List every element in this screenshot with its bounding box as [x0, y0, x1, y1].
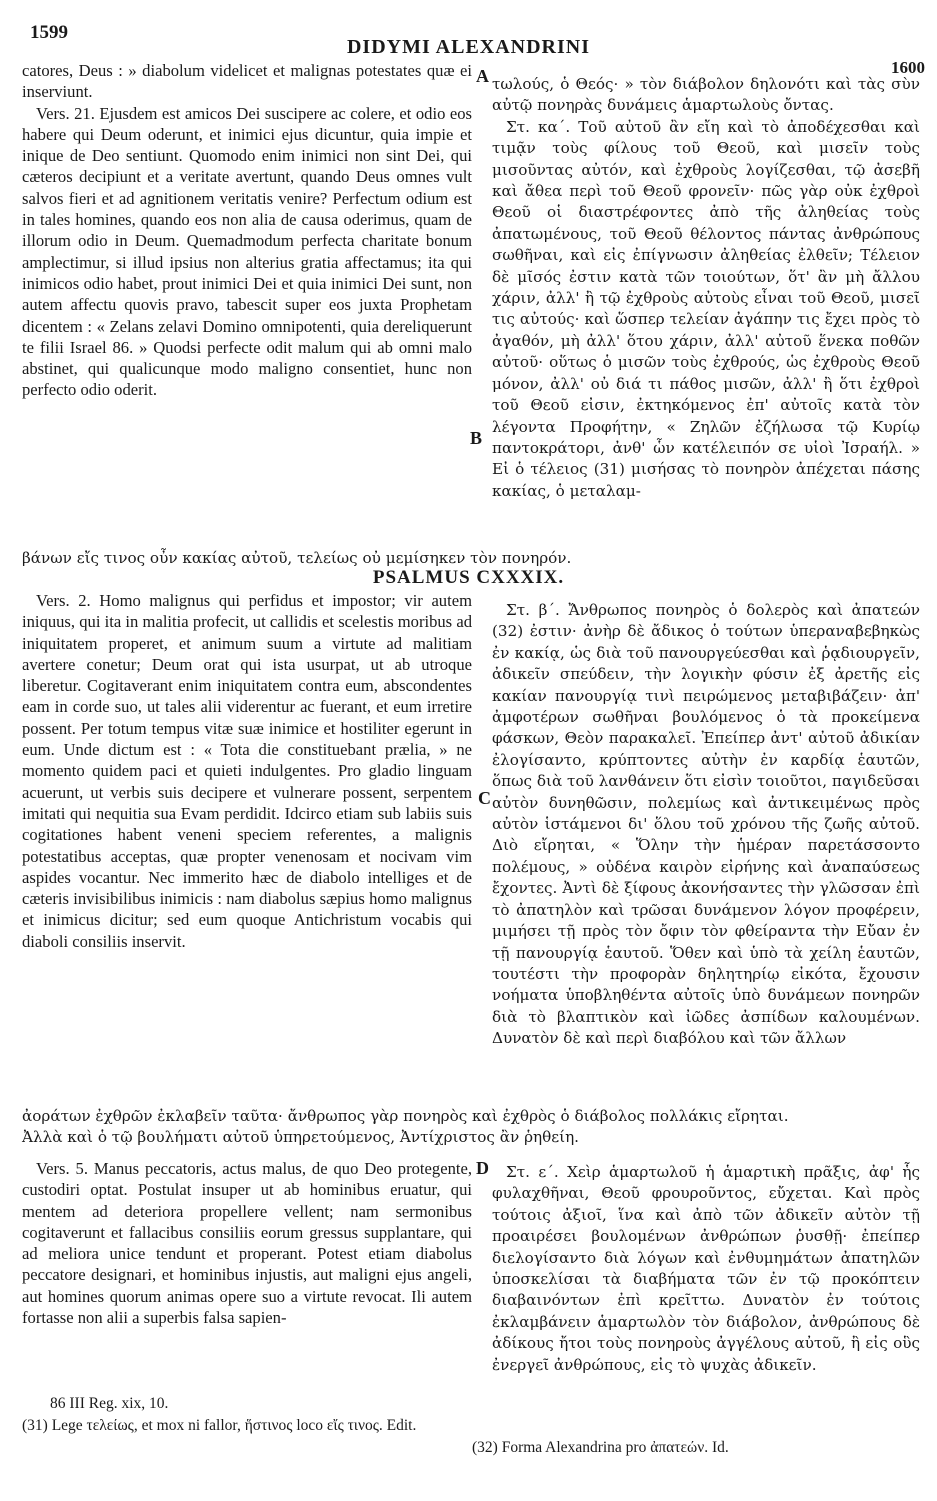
- latin-column-a: [22, 60, 472, 530]
- greek-paragraph: τωλούς, ὁ Θεός· » τὸν διάβολον δηλονότι καὶ τὰς σὺν αὐτῷ πονηρὰς δυνάμεις ἁμαρτωλοὺς ὄντας.: [492, 75, 920, 115]
- page-number-right: 1600: [891, 58, 925, 77]
- greek-column-c: [492, 1162, 920, 1398]
- greek-column-a: [492, 74, 920, 548]
- footnote-86: 86 III Reg. xix, 10.: [50, 1395, 169, 1412]
- greek-paragraph: Στ. β΄. Ἄνθρωπος πονηρὸς ὁ δολερὸς καὶ ἀπατεών (32) ἐστιν· ἀνὴρ δὲ ἄδικος ὁ τούτων ὑπεραναβεβηκὼς ἐν κακίᾳ, ὡς διὰ τοῦ πανουργεύεσθαι καὶ ῥᾳδιουργεῖν, ἀδικεῖν σπεύδειν, τὴν λογικὴν φύσιν ἐξ ἀρετῆς εἰς κακίαν πανουργίᾳ τινὶ πειρώμενος μεταβιβάζειν· ἀπ' ἀμφοτέρων σωθῆναι βουλόμενος ὁ τὰ προκείμενα φάσκων, Θεὸν παρακαλεῖ. Ἐπείπερ ἀντ' αὐτοῦ ἀδικίαν ἐλογίσαντο, κρύπτοντες αὐτὴν ἐν καρδίᾳ ἑαυτῶν, ὅπως διὰ τοῦ λανθάνειν ὅτι εἰσὶν τοιοῦτοι, παγιδεῦσαι αὐτὸν δυνηθῶσιν, πολεμίως καὶ ἀντικειμένως πρὸς αὐτὸν ἱστάμενοι δι' ὅλου τοῦ χρόνου τῆς ζωῆς αὐτοῦ. Διὸ εἴρηται, « Ὅλην τὴν ἡμέραν παρετάσσοντο πολέμους, » οὐδένα καιρὸν εἰρήνης καὶ ἀναπαύσεως ἔχοντες. Ἀντὶ δὲ ξίφους ἀκονήσαντες τὴν γλῶσσαν ἐπὶ τὸ ἀπατηλὸν καὶ τρῶσαι δυνάμενον λόγον προφέρειν, μιμήσει τῇ πρὸς τὸν ὄφιν τὸν φθείραντα τὴν Εὔαν ἐν τῇ πανουργίᾳ ἑαυτοῦ. Ὅθεν καὶ ὑπὸ τὰ χείλη ἑαυτῶν, τουτέστι τὴν προφορὰν δηλητηρίῳ εἰκότα, ἔχουσιν νοήματα ὑποβληθέντα αὐτοῖς ὑπὸ δυνάμεων πονηρῶν διὰ τὸ βλαπτικὸν καὶ ἰῶδες ἀσπίδων καλουμένων. Δυνατὸν δὲ καὶ περὶ διαβόλου καὶ τῶν ἄλλων: [492, 601, 920, 1048]
- psalm-title: PSALMUS CXXXIX.: [372, 567, 565, 588]
- greek-paragraph: Στ. κα΄. Τοῦ αὐτοῦ ἂν εἴη καὶ τὸ ἀποδέχεσθαι καὶ τιμᾷν τοὺς φίλους τοῦ Θεοῦ, καὶ μισεῖν τοὺς μισοῦντας αὐτόν, καὶ ἐχθροὺς λογίζεσθαι, τῷ ἀσεβῆ καὶ ἄθεα περὶ τοῦ Θεοῦ φρονεῖν· πῶς γὰρ οὐκ ἐχθροὶ Θεοῦ οἱ διαστρέφοντες ἀπὸ τῆς ἀληθείας τοὺς ἀπατωμένους, τοῦ Θεοῦ θέλοντος πάντας ἀνθρώπους σωθῆναι, καὶ εἰς ἐπίγνωσιν ἀληθείας ἐλθεῖν; Τέλειον δὲ μῖσός ἐστιν κατὰ τῶν τοιούτων, ὅτ' ἂν μὴ ἄλλου χάριν, ἀλλ' ἢ τῷ ἐχθροὺς αὐτοὺς εἶναι τοῦ Θεοῦ, μισεῖ τις αὐτούς· καὶ ὥσπερ τελείαν ἀγάπην τις ἔχει πρὸς τὸ ἀγαθόν, μὴ ἀλλ' ὅτου χάριν, ἀλλ' αὐτοῦ ἕνεκα ποθῶν αὐτοῦ· οὕτως ὁ μισῶν τοὺς ἐχθρούς, ὡς ἐχθροὺς Θεοῦ μόνον, ἀλλ' οὐ διά τι πάθος μισῶν, ἀλλ' ἢ ὅτι ἐχθροὶ τοῦ Θεοῦ εἰσιν, ἐκτηκόμενος ἐπ' αὐτοῖς κατὰ τὸν λέγοντα Προφήτην, « Ζηλῶν ἐζήλωσα τῷ Κυρίῳ παντοκράτορι, ἀνθ' ὧν κατέλειπόν σε υἱοὶ Ἰσραήλ. » Εἰ ὁ τέλειος (31) μισήσας τὸ πονηρὸν ἀπέχεται πάσης κακίας, ὁ μεταλαμ-: [492, 117, 920, 500]
- footnote-31: (31) Lege τελείως, et mox ni fallor, ἥστινος loco εἴς τινος. Edit.: [22, 1417, 417, 1434]
- greek-full-lines-b: [22, 1106, 917, 1148]
- latin-paragraph: Vers. 2. Homo malignus qui perfidus et impostor; vir autem iniquus, qui ita in malitia profecit, ut callidis et scelestis moribus ad iniquitatem properet, et animum suum a virtute ad malitiam avertere conetur; Deum orat qui ista usurpat, ut ab utroque liberetur. Cogitaverant enim iniquitatem contra eum, abscondentes eam in corde suo, ut tales alii viderentur ac fuerant, et eum irretire possent. Per totum tempus vitæ suæ inimice et hostiliter egerunt in eum. Unde dictum est : « Tota die constituebant prælia, » ne momento quidem paci et quieti indulgentes. Pro gladio linguam acuerunt, ut verbis suis decipere et vulnerare possent, serpentem imitati qui nequitia sua Evam perdidit. Idcirco etiam sub labiis suis cogitationes habent veneni speciem referentes, a malignis potestatibus acceptas, quæ propter venenosam et nocivam vim aspides vocantur. Nec immerito hæc de diabolo intelliges et de cæteris invisibilibus inimicis : nam diabolus sæpius homo malignus et inimicus dicitur; sed eum quoque Antichristum vocabis qui diaboli consiliis inservit.: [22, 591, 472, 951]
- running-head: DIDYMI ALEXANDRINI: [346, 36, 591, 58]
- latin-column-b: [22, 590, 472, 1086]
- section-marker-c: C: [478, 788, 491, 808]
- latin-paragraph: catores, Deus : » diabolum videlicet et malignas potestates quæ ei inserviunt.: [22, 61, 472, 102]
- latin-paragraph: Vers. 5. Manus peccatoris, actus malus, de quo Deo protegente, custodiri optat. Postulat insuper ut ab hominibus eruatur, qui mentem ad deteriora propellere vellent; nam sermonibus cogitaverunt et fallacibus consiliis eorum gressus supplantare, qui ad meliora unice tendunt et properant. Potest etiam diabolus peccatore designari, et hominibus injustis, aut maligni ejus angeli, aut homines quorum animas opere suo a virtute revocat. Ili autem fortasse non alii a superbis falsa sapien-: [22, 1159, 472, 1328]
- latin-column-c: [22, 1158, 472, 1392]
- greek-line: Ἀλλὰ καὶ ὁ τῷ βουλήματι αὐτοῦ ὑπηρετούμενος, Ἀντίχριστος ἂν ῥηθείη.: [22, 1128, 579, 1146]
- section-marker-a: A: [476, 66, 489, 86]
- greek-line: βάνων εἴς τινος οὖν κακίας αὐτοῦ, τελείως οὐ μεμίσηκεν τὸν πονηρόν.: [22, 549, 572, 567]
- greek-line: ἀοράτων ἐχθρῶν ἐκλαβεῖν ταῦτα· ἄνθρωπος γὰρ πονηρὸς καὶ ἐχθρὸς ὁ διάβολος πολλάκις εἴρηται.: [22, 1107, 789, 1125]
- greek-paragraph: Στ. ε΄. Χεὶρ ἁμαρτωλοῦ ἡ ἁμαρτικὴ πρᾶξις, ἀφ' ἧς φυλαχθῆναι, Θεοῦ φρουροῦντος, εὔχεται. Καὶ πρὸς τούτοις ἀξιοῖ, ἵνα καὶ ἀπὸ τῶν ἀδικεῖν αὐτὸν τῇ προαιρέσει βουλομένων ἀνθρώπων ῥυσθῇ· ἐπείπερ διελογίσαντο διὰ λόγων καὶ ἐνθυμημάτων ἀπατηλῶν ὑποσκελίσαι τὰ διαβήματα τῶν ἐν τῷ προκόπτειν διαβαινόντων ἐπὶ κρεῖττω. Δυνατὸν ἐν τούτοις ἐκλαμβάνειν ἁμαρτωλὸν τὸν διάβολον, ἀνθρώπους δὲ ἀδίκους ἤτοι τοὺς πονηροὺς ἀγγέλους αὐτοῦ, ἢ εἰς οὓς ἐνεργεῖ ἀνθρώπους, εἰς τὸ ψυχὰς ἀδικεῖν.: [492, 1163, 920, 1374]
- section-marker-b: B: [470, 428, 483, 448]
- greek-column-b: [492, 600, 920, 1090]
- footnote-32: (32) Forma Alexandrina pro ἀπατεών. Id.: [472, 1439, 729, 1456]
- greek-full-line-a: [22, 548, 917, 569]
- page-number-left: 1599: [30, 22, 68, 43]
- latin-paragraph: Vers. 21. Ejusdem est amicos Dei suscipere ac colere, et odio eos habere qui Deum oderunt, et inimici ejus dicuntur, quia impie et inique de Deo sentiunt. Quomodo enim inimici non sint Dei, qui cæteros decipiunt et a veritate avertunt, quando Deus omnes vult salvos fieri et ad agnitionem veritatis venire? Perfectum odium est in tales homines, quando eos non alia de causa oderimus, quam de illorum odio in Deum. Quemadmodum perfecta charitate bonum amplectimur, si illud ipsius non alterius gratia affectamus; ita qui inimicos odio habet, prout inimici Dei et quia inimici Dei sunt, non autem affectu quovis pravo, tabescit super eos juxta Prophetam dicentem : « Zelans zelavi Domino omnipotenti, quia dereliquerunt te filii Israel 86. » Quodsi perfecte odit malum qui ab omni malo abstinet, qui qualicunque modo maligno consentiet, hunc non perfecto odio oderit.: [22, 103, 472, 400]
- section-marker-d: D: [476, 1158, 489, 1178]
